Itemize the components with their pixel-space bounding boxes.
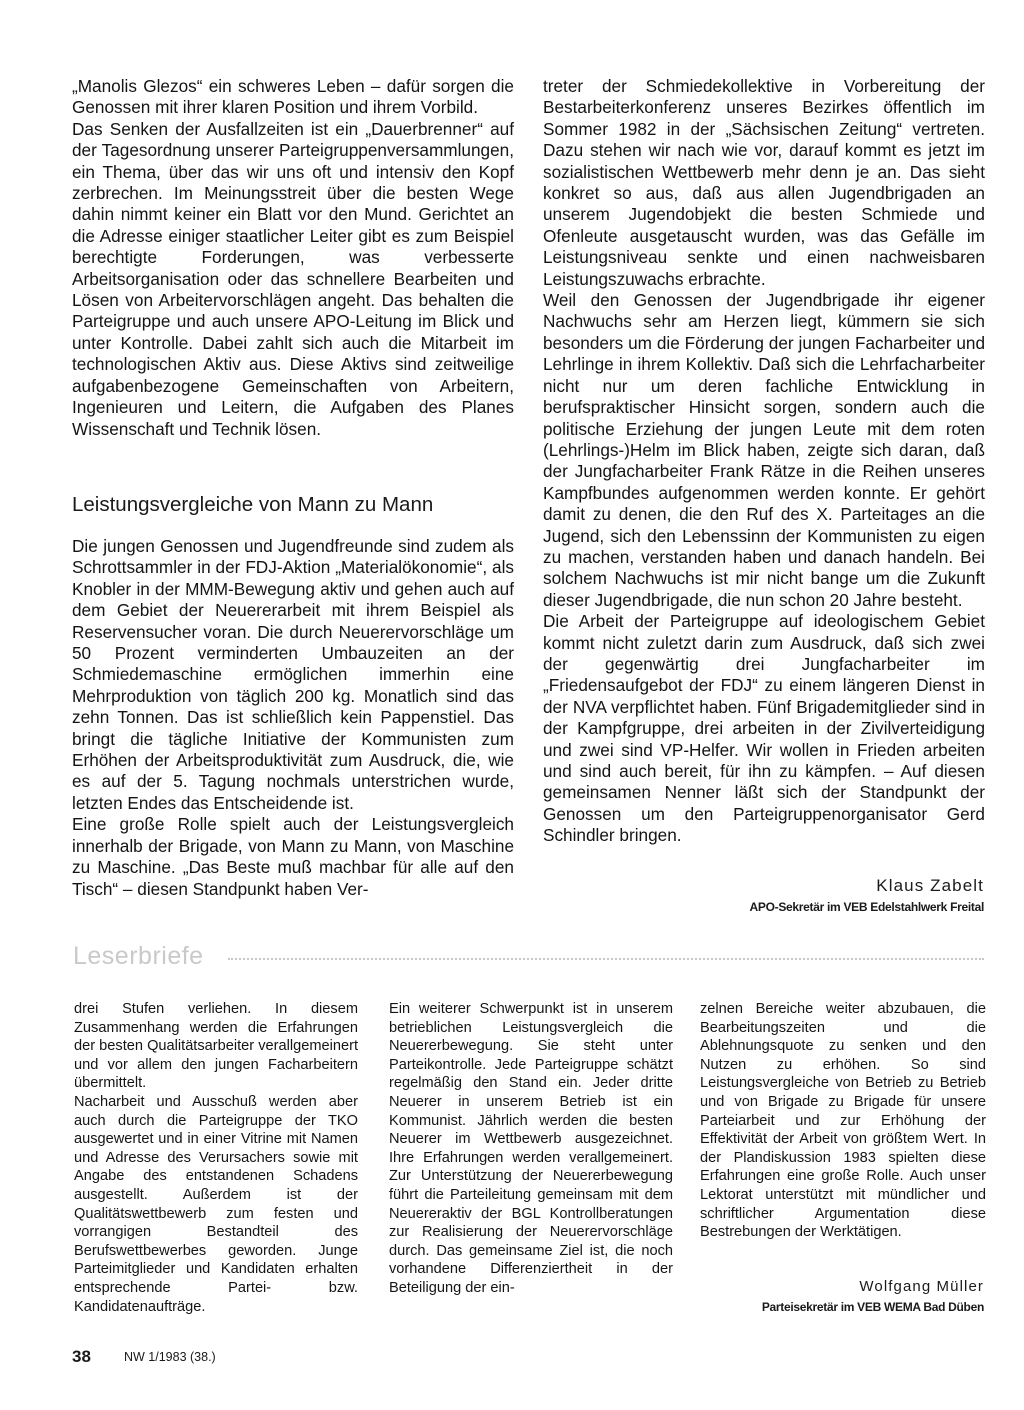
section-divider — [228, 958, 984, 960]
letter-author: Wolfgang Müller — [859, 1278, 984, 1295]
article-column-1-body: Die jungen Genossen und Jugendfreunde sind zudem als Schrottsammler in der FDJ-Aktion „Materialökonomie“, als Knobler in der MMM-Bewegung aktiv und gehen auch auf dem Gebiet der Neuererarbeit mit ihrem Beispiel als Reservensucher voran. Die durch Neuerervorschläge um 50 Prozent verminderten Umbauzeiten an der Schmiedemaschine ermöglichen immerhin eine Mehrproduktion von täglich 200 kg. Monatlich sind das zehn Tonnen. Das ist schließlich kein Pappenstiel. Das bringt die tägliche Initiative der Kommunisten zum Erhöhen der Arbeitsproduktivität zum Ausdruck, die, wie es auf der 5. Tagung nochmals unterstrichen wurde, letzten Endes das Entscheidende ist. Eine große Rolle spielt auch der Leistungsvergleich innerhalb der Brigade, von Mann zu Mann, von Maschine zu Maschine. „Das Beste muß machbar für alle auf den Tisch“ – diesen Standpunkt haben Ver- — [72, 536, 514, 899]
article-column-2: treter der Schmiedekollektive in Vorbereitung der Bestarbeiterkonferenz unseres Bezirkes öffentlich im Sommer 1982 in der „Sächsischen Zeitung“ vertreten. Dazu stehen wir nach wie vor, darauf kommt es jetzt im sozialistischen Wettbewerb mehr denn je an. Das sieht konkret so aus, daß aus allen Jugendbrigaden an unserem Jugendobjekt die besten Schmiede und Ofenleute ausgetauscht wurden, was das Gefälle im Leistungsniveau senkte und einen nachweisbaren Leistungszuwachs erbrachte. Weil den Genossen der Jugendbrigade ihr eigener Nachwuchs sehr am Herzen liegt, kümmern sie sich besonders um die Förderung der jungen Facharbeiter und Lehrlinge in ihrem Kollektiv. Daß sich die Lehrfacharbeiter nicht nur um deren fachliche Entwicklung in berufspraktischer Hinsicht sorgen, sondern auch die politische Erziehung der jungen Leute mit dem roten (Lehrlings-)Helm im Blick haben, zeigte sich daran, daß der Jungfacharbeiter Frank Rätze in die Reihen unseres Kampfbundes aufgenommen werden konnte. Er gehört damit zu denen, die den Ruf des X. Parteitages an die Jugend, sich den Lebenssinn der Kommunisten zu eigen zu machen, verstanden haben und danach handeln. Bei solchem Nachwuchs ist mir nicht bange um die Zukunft dieser Jugendbrigade, die nun schon 20 Jahre besteht. Die Arbeit der Parteigruppe auf ideologischem Gebiet kommt nicht zuletzt darin zum Ausdruck, daß sich zwei der gegenwärtig drei Jungfacharbeiter im „Friedensaufgebot der FDJ“ zu einem längeren Dienst in der NVA verpflichtet haben. Fünf Brigademitglieder sind in der Kampfgruppe, drei arbeiten in der Zivilverteidigung und zwei sind VP-Helfer. Wir wollen in Frieden arbeiten und sind auch bereit, für ihn zu kämpfen. – Auf diesen gemeinsamen Nenner läßt sich der Standpunkt der Genossen um den Parteigruppenorganisator Gerd Schindler bringen. — [543, 76, 985, 846]
article-author-role: APO-Sekretär im VEB Edelstahlwerk Freital — [749, 900, 984, 914]
article-author: Klaus Zabelt — [876, 876, 984, 895]
letter-author-role: Parteisekretär im VEB WEMA Bad Düben — [761, 1300, 984, 1314]
letter-column-2: Ein weiterer Schwerpunkt ist in unserem betrieblichen Leistungsvergleich die Neuererbewegung. Sie steht unter Parteikontrolle. Jede Parteigruppe schätzt regelmäßig den Stand ein. Jeder dritte Neuerer in unserem Betrieb ist ein Kommunist. Jährlich werden die besten Neuerer im Wettbewerb ausgezeichnet. Ihre Erfahrungen werden verallgemeinert. Zur Unterstützung der Neuererbewegung führt die Parteileitung gemeinsam mit dem Neuereraktiv der BGL Kontrollberatungen zur Realisierung der Neuerervorschläge durch. Das gemeinsame Ziel ist, die noch vorhandene Differenziertheit in der Beteiligung der ein- — [389, 1001, 673, 1296]
issue-label: NW 1/1983 (38.) — [124, 1350, 216, 1364]
section-heading: Leistungsvergleiche von Mann zu Mann — [72, 493, 434, 516]
article-column-1-intro: „Manolis Glezos“ ein schweres Leben – dafür sorgen die Genossen mit ihrer klaren Position und ihrem Vorbild. Das Senken der Ausfallzeiten ist ein „Dauerbrenner“ auf der Tagesordnung unserer Parteigruppenversammlungen, ein Thema, über das wir uns oft und intensiv den Kopf zerbrechen. Im Meinungsstreit über die besten Wege dahin nimmt keiner ein Blatt vor den Mund. Gerichtet an die Adresse einiger staatlicher Leiter gibt es zum Beispiel berechtigte Forderungen, was verbesserte Arbeitsorganisation oder das schnellere Bearbeiten und Lösen von Arbeitervorschlägen angeht. Das behalten die Parteigruppe und auch unsere APO-Leitung im Blick und unter Kontrolle. Dabei zahlt sich auch die Mitarbeit im technologischen Aktiv aus. Diese Aktivs sind zeitweilige aufgabenbezogene Gemeinschaften von Arbeitern, Ingenieuren und Leitern, die Aufgaben des Planes Wissenschaft und Technik lösen. — [72, 76, 514, 439]
letter-column-1: drei Stufen verliehen. In diesem Zusammenhang werden die Erfahrungen der besten Qualitätsarbeiter verallgemeinert und vor allem den jungen Facharbeitern übermittelt. Nacharbeit und Ausschuß werden aber auch durch die Parteigruppe der TKO ausgewertet und in einer Vitrine mit Namen und Adresse des Verursachers sowie mit Angabe des entstandenen Schadens ausgestellt. Außerdem ist der Qualitätswettbewerb zum festen und vorrangigen Bestandteil des Berufswettbewerbes geworden. Junge Parteimitglieder und Kandidaten erhalten entsprechende Partei- bzw. Kandidatenaufträge. — [74, 1001, 358, 1315]
page-number: 38 — [72, 1347, 91, 1366]
leserbriefe-label: Leserbriefe — [73, 942, 204, 970]
letter-column-3: zelnen Bereiche weiter abzubauen, die Bearbeitungszeiten und die Ablehnungsquote zu senken und den Nutzen zu erhöhen. So sind Leistungsvergleiche von Betrieb zu Betrieb und von Brigade zu Brigade für unsere Parteiarbeit und zur Erhöhung der Effektivität der Arbeit von größtem Wert. In der Plandiskussion 1983 spielten diese Erfahrungen eine große Rolle. Auch unser Lektorat unterstützt mit mündlicher und schriftlicher Argumentation diese Bestrebungen der Werktätigen. — [700, 1001, 986, 1241]
